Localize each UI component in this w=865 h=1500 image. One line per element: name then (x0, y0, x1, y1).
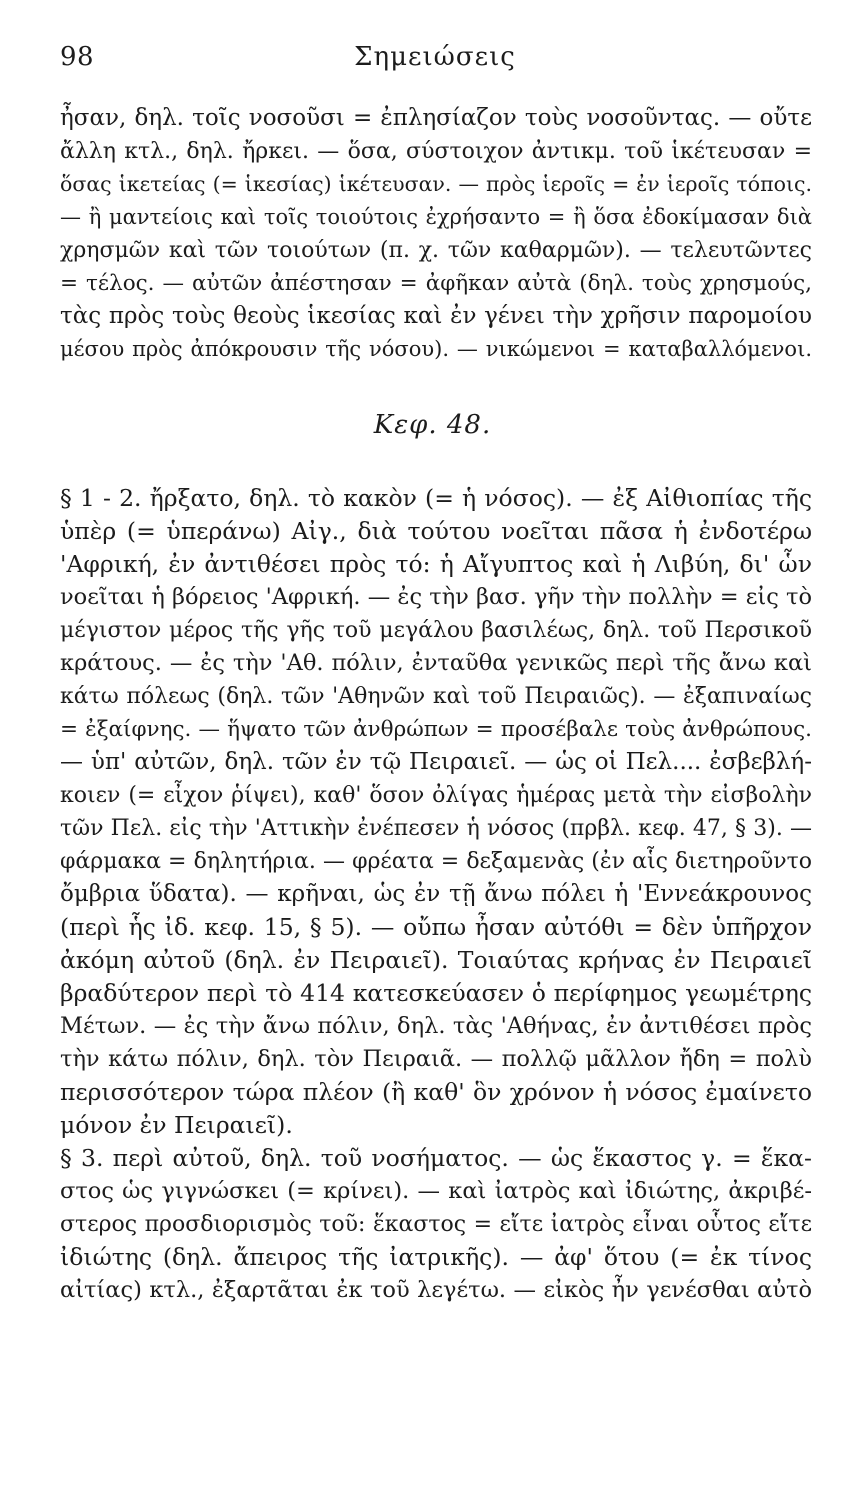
text-line: τῶν Πελ. εἰς τὴν 'Αττικὴν ἐνέπεσεν ἡ νόσος (πρβλ. κεφ. 47, § 3). — (60, 816, 812, 841)
page-header (60, 42, 810, 82)
text-line: ὄμβρια ὕδατα). — κρῆναι, ὡς ἐν τῇ ἄνω πόλει ἡ 'Εννεάκρουνος (60, 881, 812, 907)
text-line: ἄλλη κτλ., δηλ. ἤρκει. — ὅσα, σύστοιχον ἀντικμ. τοῦ ἱκέτευσαν = (60, 139, 812, 164)
text-line: Μέτων. — ἐς τὴν ἄνω πόλιν, δηλ. τὰς 'Αθήνας, ἐν ἀντιθέσει πρὸς (60, 1013, 812, 1039)
text-line: 'Αφρική, ἐν ἀντιθέσει πρὸς τό: ἡ Αἴγυπτος καὶ ἡ Λιβύη, δι' ὧν (60, 550, 812, 578)
text-line: κράτους. — ἐς τὴν 'Αθ. πόλιν, ἐνταῦθα γενικῶς περὶ τῆς ἄνω καὶ (60, 650, 812, 676)
text-line: μόνον ἐν Πειραιεῖ). (60, 1111, 293, 1139)
text-line: = τέλος. — αὐτῶν ἀπέστησαν = ἀφῆκαν αὐτὰ (δηλ. τοὺς χρησμούς, (60, 271, 812, 296)
text-line: ἀκόμη αὐτοῦ (δηλ. ἐν Πειραιεῖ). Τοιαύτας κρήνας ἐν Πειραιεῖ (60, 946, 812, 974)
text-line: § 1 - 2. ἤρξατο, δηλ. τὸ κακὸν (= ἡ νόσος). — ἐξ Αἰθιοπίας τῆς (60, 484, 812, 512)
text-line: = ἐξαίφνης. — ἥψατο τῶν ἀνθρώπων = προσέβαλε τοὺς ἀνθρώπους. (60, 717, 812, 742)
text-line: τὰς πρὸς τοὺς θεοὺς ἱκεσίας καὶ ἐν γένει τὴν χρῆσιν παρομοίου (60, 303, 812, 329)
text-line: μέγιστον μέρος τῆς γῆς τοῦ μεγάλου βασιλέως, δηλ. τοῦ Περσικοῦ (60, 618, 812, 643)
text-line: στος ὡς γιγνώσκει (= κρίνει). — καὶ ἰατρὸς καὶ ἰδιώτης, ἀκριβέ- (60, 1178, 812, 1204)
notes-continued-paragraph (60, 102, 812, 366)
text-line: αἰτίας) κτλ., ἐξαρτᾶται ἐκ τοῦ λεγέτω. — εἰκὸς ἦν γενέσθαι αὐτὸ (60, 1277, 812, 1303)
text-line: § 3. περὶ αὐτοῦ, δηλ. τοῦ νοσήματος. — ὡς ἕκαστος γ. = ἕκα- (60, 1144, 812, 1172)
text-line: κάτω πόλεως (δηλ. τῶν 'Αθηνῶν καὶ τοῦ Πειραιῶς). — ἐξαπιναίως (60, 684, 812, 709)
text-line: στερος προσδιορισμὸς τοῦ: ἕκαστος = εἴτε ἰατρὸς εἶναι οὗτος εἴτε (60, 1212, 812, 1237)
text-line: χρησμῶν καὶ τῶν τοιούτων (π. χ. τῶν καθαρμῶν). — τελευτῶντες (60, 238, 812, 263)
text-line: φάρμακα = δηλητήρια. — φρέατα = δεξαμενὰς (ἐν αἷς διετηροῦντο (60, 849, 812, 874)
text-line: κοιεν (= εἶχον ῥίψει), καθ' ὅσον ὀλίγας ἡμέρας μετὰ τὴν εἰσβολὴν (60, 783, 812, 808)
text-line: βραδύτερον περὶ τὸ 414 κατεσκεύασεν ὁ περίφημος γεωμέτρης (60, 979, 812, 1007)
text-line: — ὑπ' αὐτῶν, δηλ. τῶν ἐν τῷ Πειραιεῖ. — ὡς οἱ Πελ.... ἐσβεβλή- (60, 749, 812, 775)
text-line: (περὶ ἧς ἰδ. κεφ. 15, § 5). — οὔπω ἦσαν αὐτόθι = δὲν ὑπῆρχον (60, 913, 812, 941)
chapter-heading: Κεφ. 48. (373, 410, 492, 440)
text-line: ὅσας ἱκετείας (= ἱκεσίας) ἱκέτευσαν. — πρὸς ἱεροῖς = ἐν ἱεροῖς τόποις. (60, 172, 812, 196)
text-line: ἦσαν, δηλ. τοῖς νοσοῦσι = ἐπλησίαζον τοὺς νοσοῦντας. — οὔτε (60, 105, 812, 131)
text-line: περισσότερον τώρα πλέον (ἢ καθ' ὃν χρόνον ἡ νόσος ἐμαίνετο (60, 1078, 812, 1106)
text-line: — ἢ μαντείοις καὶ τοῖς τοιούτοις ἐχρήσαντο = ἢ ὅσα ἐδοκίμασαν διὰ (60, 205, 812, 229)
text-line: ἰδιώτης (δηλ. ἄπειρος τῆς ἰατρικῆς). — ἀφ' ὅτου (= ἐκ τίνος (60, 1243, 812, 1271)
text-line: τὴν κάτω πόλιν, δηλ. τὸν Πειραιᾶ. — πολλῷ μᾶλλον ἤδη = πολὺ (60, 1046, 812, 1072)
chapter-notes-paragraph (60, 482, 812, 1307)
running-title: Σημειώσεις (354, 42, 516, 72)
text-line: νοεῖται ἡ βόρειος 'Αφρική. — ἐς τὴν βασ. γῆν τὴν πολλὴν = εἰς τὸ (60, 584, 812, 610)
text-line: μέσου πρὸς ἀπόκρουσιν τῆς νόσου). — νικώμενοι = καταβαλλόμενοι. (60, 337, 812, 361)
page-number: 98 (60, 42, 95, 72)
text-line: ὑπὲρ (= ὑπεράνω) Αἰγ., διὰ τούτου νοεῖται πᾶσα ἡ ἐνδοτέρω (60, 517, 812, 545)
